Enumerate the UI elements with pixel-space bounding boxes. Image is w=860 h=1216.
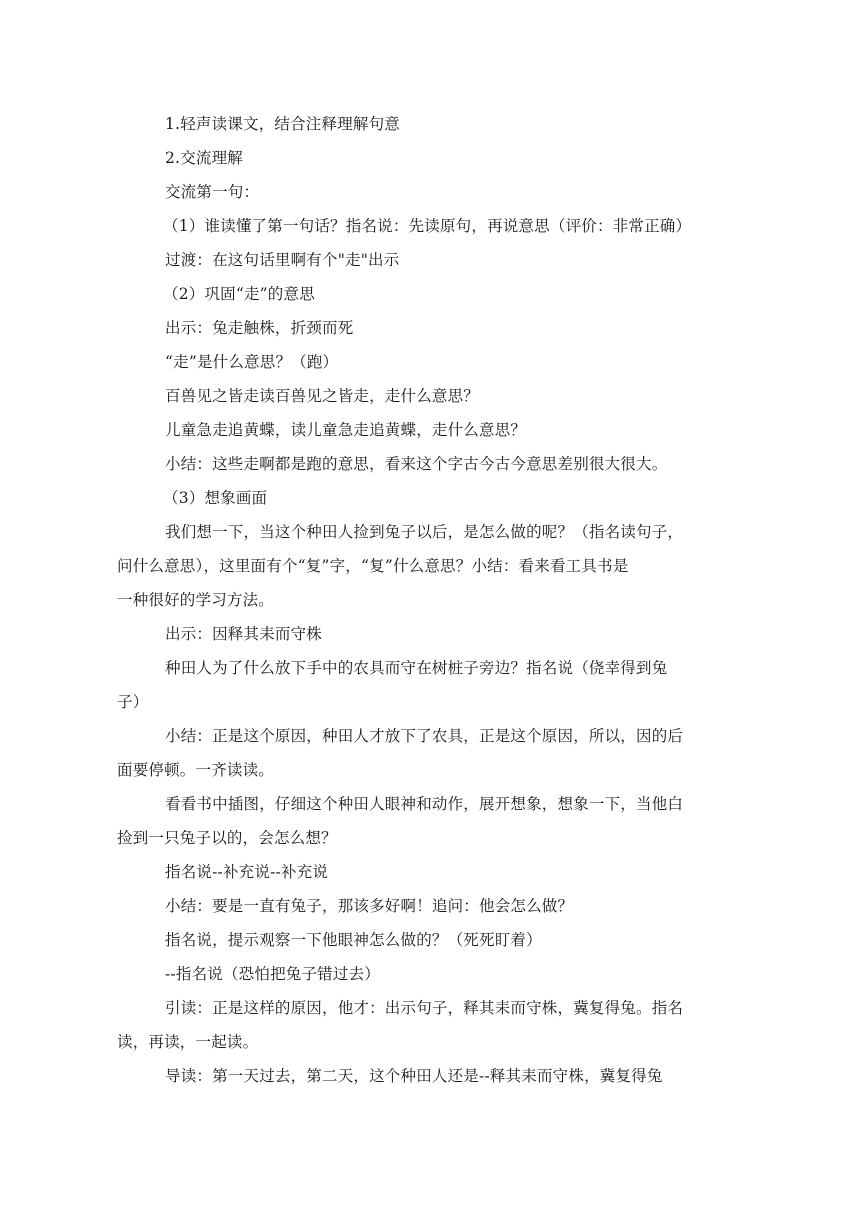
paragraph-line: 引读：正是这样的原因，他才：出示句子，释其耒而守株，冀复得兔。指名 [165, 999, 684, 1017]
paragraph-line: 出示：因释其耒而守株 [165, 625, 323, 643]
paragraph-line: （2）巩固“走”的意思 [163, 285, 315, 303]
paragraph-line: 2.交流理解 [165, 149, 243, 167]
paragraph-line: 交流第一句： [165, 183, 260, 201]
paragraph-line: 看看书中插图，仔细这个种田人眼神和动作，展开想象，想象一下，当他白 [165, 795, 684, 813]
paragraph-line: 问什么意思），这里面有个“复”字，“复”什么意思？小结：看来看工具书是 [117, 557, 629, 575]
paragraph-line: 一种很好的学习方法。 [117, 591, 275, 609]
paragraph-line: 儿童急走追黄蝶，读儿童急走追黄蝶，走什么意思？ [165, 421, 527, 439]
paragraph-line: 种田人为了什么放下手中的农具而守在树桩子旁边？指名说（侥幸得到兔 [165, 659, 668, 677]
paragraph-line: 小结：正是这个原因，种田人才放下了农具，正是这个原因，所以，因的后 [165, 727, 684, 745]
paragraph-line: 1.轻声读课文，结合注释理解句意 [165, 115, 400, 133]
paragraph-line: 面要停顿。一齐读读。 [117, 761, 275, 779]
paragraph-line: 子） [117, 693, 149, 711]
paragraph-line: 小结：要是一直有兔子，那该多好啊！追问：他会怎么做？ [165, 897, 574, 915]
paragraph-line: 捡到一只兔子以的，会怎么想？ [117, 829, 337, 847]
paragraph-line: （1）谁读懂了第一句话？指名说：先读原句，再说意思（评价：非常正确） [163, 217, 692, 235]
paragraph-line: 指名说--补充说--补充说 [165, 863, 329, 881]
paragraph-line: “走”是什么意思？（跑） [165, 353, 339, 371]
paragraph-line: 指名说，提示观察一下他眼神怎么做的？（死死盯着） [165, 931, 542, 949]
paragraph-line: 出示：兔走触株，折颈而死 [165, 319, 354, 337]
paragraph-line: 我们想一下，当这个种田人捡到兔子以后，是怎么做的呢？（指名读句子， [165, 523, 684, 541]
paragraph-line: 导读：第一天过去，第二天，这个种田人还是--释其耒而守株，冀复得兔 [165, 1067, 663, 1085]
paragraph-line: 读，再读，一起读。 [117, 1033, 259, 1051]
paragraph-line: （3）想象画面 [163, 489, 268, 507]
paragraph-line: 百兽见之皆走读百兽见之皆走，走什么意思？ [165, 387, 480, 405]
document-body [117, 107, 735, 1093]
paragraph-line: 过渡：在这句话里啊有个"走"出示 [165, 251, 400, 269]
paragraph-line: --指名说（恐怕把兔子错过去） [165, 965, 380, 983]
paragraph-line: 小结：这些走啊都是跑的意思，看来这个字古今古今意思差别很大很大。 [165, 455, 668, 473]
